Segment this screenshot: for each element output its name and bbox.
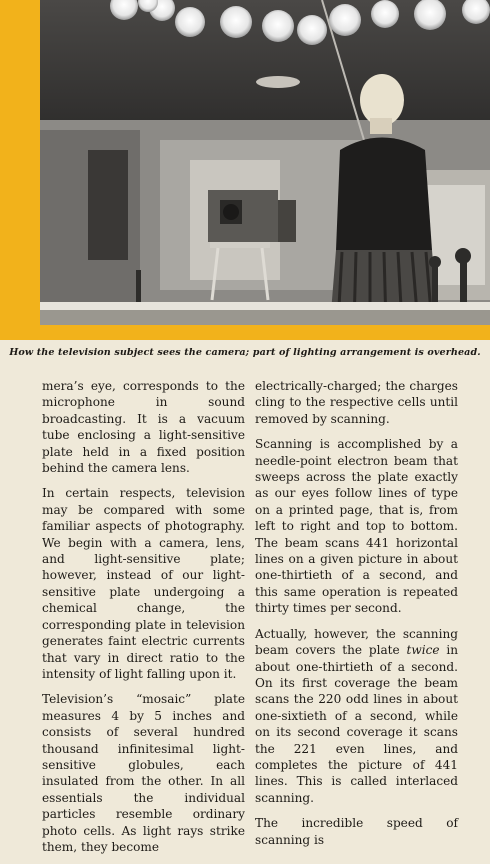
paragraph: In certain respects, television may be compared with some familiar aspects of photography. We begin with a camera, lens, and light-sensitive plate; however, instead of our light-sensitive plate undergoing a chemical change, the corresponding plate in television generates faint electric currents that vary in direct ratio to the intensity of light falling upon it. <box>42 486 245 681</box>
text-run: in about one-thirtieth of a second. On its first coverage the beam scans the 220 odd lines in about one-sixtieth of a second, while on its second coverage it scans the 221 even lines, and completes the picture of 441 lines. This is called interlaced scanning. <box>255 643 458 805</box>
photo-illustration <box>40 0 490 325</box>
paragraph: The incredible speed of scanning is <box>255 816 458 847</box>
paragraph: electrically-charged; the charges cling to the respective cells until removed by scanning. <box>255 379 458 426</box>
television-studio-photo <box>40 0 490 325</box>
paragraph: Scanning is accomplished by a needle-point electron beam that sweeps across the plate exactly as our eyes follow lines of type on a printed page, that is, from left to right and top to bottom. The beam scans 441 horizontal lines on a given picture in about one-thirtieth of a second, and this same operation is repeated thirty times per second. <box>255 437 458 616</box>
text-column-left <box>42 378 245 864</box>
paragraph <box>255 626 458 806</box>
text-column-right <box>255 378 458 857</box>
paragraph: Television’s “mosaic” plate measures 4 by 5 inches and consists of several hundred thousand infinitesimal light-sensitive globules, each insulated from the other. In all essentials the individual particles resemble ordinary photo cells. As light rays strike them, they become <box>42 692 245 854</box>
italic-emphasis: twice <box>406 643 440 658</box>
photo-caption: How the television subject sees the camera; part of lighting arrangement is overhead. <box>9 347 481 358</box>
text-run: Actually, however, the scanning beam covers the plate <box>255 626 458 658</box>
paragraph: mera’s eye, corresponds to the microphone in sound broadcasting. It is a vacuum tube enclosing a light-sensitive plate held in a fixed position behind the camera lens. <box>42 379 245 476</box>
